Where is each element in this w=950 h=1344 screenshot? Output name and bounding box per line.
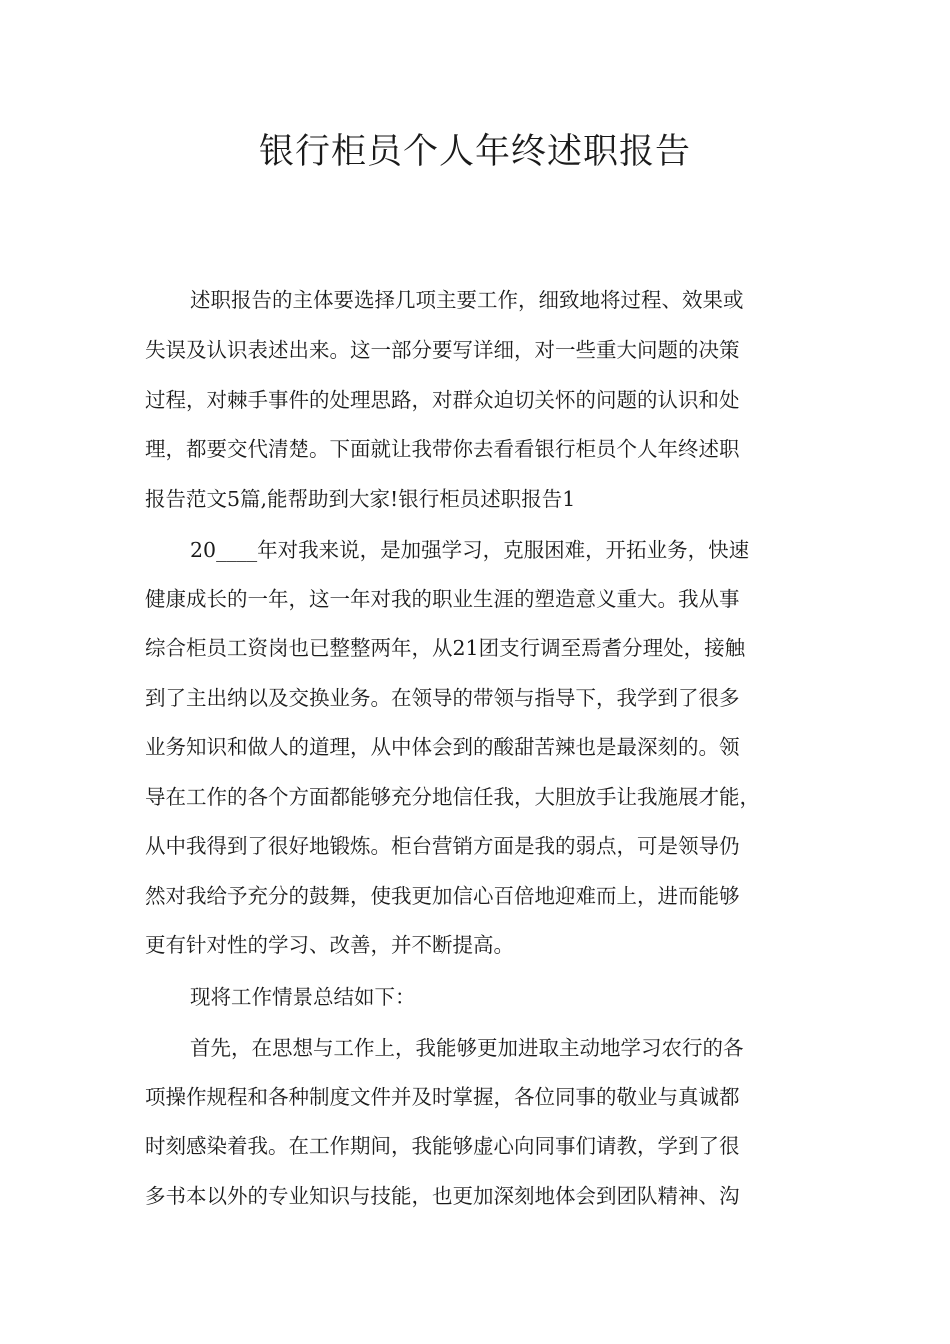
body-line: 综合柜员工资岗也已整整两年，从21团支行调至焉耆分理处，接触 <box>145 636 746 660</box>
body-line: 业务知识和做人的道理，从中体会到的酸甜苦辣也是最深刻的。领 <box>145 735 740 759</box>
body-line: 然对我给予充分的鼓舞，使我更加信心百倍地迎难而上，进而能够 <box>145 884 740 908</box>
body-line: 过程，对棘手事件的处理思路，对群众迫切关怀的问题的认识和处 <box>145 388 740 412</box>
body-line: 现将工作情景总结如下： <box>190 985 416 1009</box>
document-title: 银行柜员个人年终述职报告 <box>258 132 691 172</box>
body-line: 多书本以外的专业知识与技能，也更加深刻地体会到团队精神、沟 <box>145 1184 740 1208</box>
body-line: 报告范文5篇,能帮助到大家!银行柜员述职报告1 <box>145 487 576 511</box>
body-line: 更有针对性的学习、改善，并不断提高。 <box>145 933 514 957</box>
body-line: 述职报告的主体要选择几项主要工作，细致地将过程、效果或 <box>190 288 744 312</box>
body-line: 从中我得到了很好地锻炼。柜台营销方面是我的弱点，可是领导仍 <box>145 834 740 858</box>
body-line: 健康成长的一年，这一年对我的职业生涯的塑造意义重大。我从事 <box>145 587 740 611</box>
body-line: 到了主出纳以及交换业务。在领导的带领与指导下，我学到了很多 <box>145 686 740 710</box>
body-line: 20____年对我来说，是加强学习，克服困难，开拓业务，快速 <box>190 538 750 562</box>
body-line: 理，都要交代清楚。下面就让我带你去看看银行柜员个人年终述职 <box>145 437 740 461</box>
body-line: 项操作规程和各种制度文件并及时掌握，各位同事的敬业与真诚都 <box>145 1085 740 1109</box>
body-line: 首先，在思想与工作上，我能够更加进取主动地学习农行的各 <box>190 1036 744 1060</box>
body-line: 失误及认识表述出来。这一部分要写详细，对一些重大问题的决策 <box>145 338 740 362</box>
body-line: 时刻感染着我。在工作期间，我能够虚心向同事们请教，学到了很 <box>145 1134 740 1158</box>
body-line: 导在工作的各个方面都能够充分地信任我，大胆放手让我施展才能， <box>145 785 760 809</box>
